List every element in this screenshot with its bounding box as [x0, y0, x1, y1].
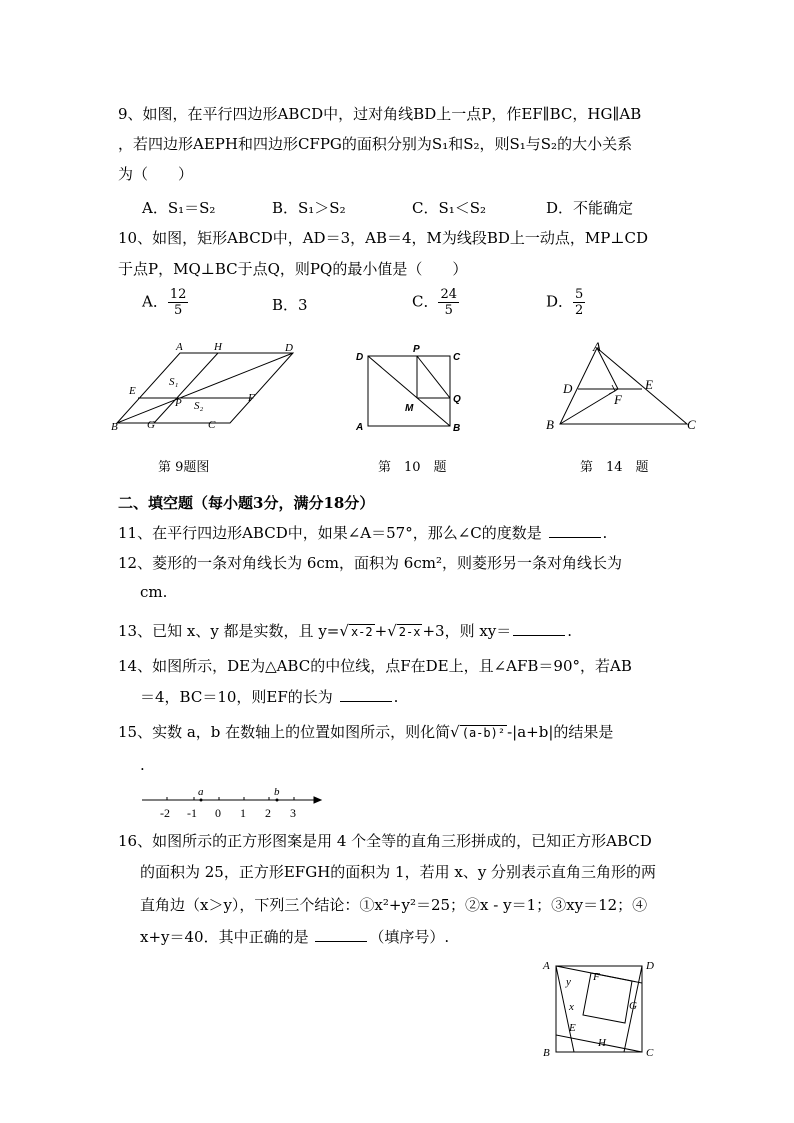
fig10-label-D: D [356, 352, 364, 363]
q10-option-a: A． $\frac{12}{5}$ [142, 287, 187, 318]
fig10-label-C: C [453, 352, 461, 363]
q12-line1: 12、菱形的一条对角线长为 6cm，面积为 6cm²，则菱形另一条对角线长为 [118, 554, 622, 572]
fig16-label-H: H [598, 1037, 606, 1049]
number-line [138, 782, 328, 822]
q12-line2: cm. [140, 583, 168, 601]
q16-line4: x+y＝40．其中正确的是 （填序号）. [140, 928, 450, 946]
q11: 11、在平行四边形ABCD中，如果∠A＝57°，那么∠C的度数是 . [118, 524, 608, 542]
fig9-label-G: G [147, 419, 155, 431]
q9-line2: ，若四边形AEPH和四边形CFPG的面积分别为S₁和S₂，则S₁与S₂的大小关系 [118, 135, 633, 153]
q13: 13、已知 x、y 都是实数，且 y=√ x-2 +√ 2-x +3，则 xy＝ . [118, 622, 573, 640]
fig16-label-y: y [566, 976, 571, 988]
numberline-tick-1: -1 [187, 806, 197, 820]
fig14-label-F: F [614, 392, 622, 407]
numberline-tick-5: 3 [290, 806, 296, 820]
figure-14 [540, 338, 700, 436]
fig9-label-A: A [176, 341, 183, 353]
fig9-label-S1: S₁ [169, 376, 179, 388]
fig10-label-P: P [413, 344, 420, 355]
q9-option-a: A．S₁＝S₂ [142, 199, 216, 217]
fig16-label-E: E [569, 1022, 576, 1034]
q11-answer-blank[interactable] [549, 537, 601, 538]
q16-line3: 直角边（x＞y），下列三个结论：①x²+y²＝25；②x - y＝1；③xy＝12；④ [140, 896, 648, 914]
fig16-label-A: A [543, 960, 550, 972]
q16-line2: 的面积为 25，正方形EFGH的面积为 1，若用 x、y 分别表示直角三角形的两 [140, 863, 657, 881]
q14-line1: 14、如图所示，DE为△ABC的中位线，点F在DE上，且∠AFB＝90°，若AB [118, 657, 632, 675]
q9-line3: 为（ ） [118, 165, 194, 183]
fig9-label-F: F [248, 392, 255, 404]
fig16-label-G: G [629, 1000, 637, 1012]
numberline-tick-0: -2 [160, 806, 170, 820]
q10-line2: 于点P，MQ⊥BC于点Q，则PQ的最小值是（ ） [118, 260, 468, 278]
fig10-label-A: A [356, 422, 364, 433]
caption-figure-9: 第 9题图 [158, 460, 210, 475]
fig10-label-Q: Q [453, 394, 461, 405]
q10-option-c: C． $\frac{24}{5}$ [412, 287, 458, 318]
fig16-label-D: D [646, 960, 654, 972]
fig10-label-M: M [405, 403, 414, 414]
fig9-label-P: P [175, 397, 182, 409]
numberline-label-a: a [198, 786, 204, 798]
fig14-label-A: A [593, 339, 601, 354]
fig9-label-B: B [111, 421, 118, 433]
q10-option-d: D． $\frac{5}{2}$ [546, 287, 584, 318]
q14-answer-blank[interactable] [340, 701, 392, 702]
q14-line2: ＝4，BC＝10，则EF的长为 . [140, 688, 399, 706]
q9-option-b: B．S₁＞S₂ [272, 199, 346, 217]
fig9-label-C: C [208, 419, 216, 431]
numberline-tick-2: 0 [215, 806, 221, 820]
caption-figure-14: 第 14 题 [580, 460, 649, 475]
fig14-label-E: E [645, 377, 653, 392]
numberline-label-b: b [274, 786, 280, 798]
q15-line1: 15、实数 a，b 在数轴上的位置如图所示，则化简√ (a-b)² -|a+b|的结果是 [118, 723, 614, 741]
q10-option-b: B．3 [272, 296, 308, 314]
fig16-label-x: x [569, 1001, 574, 1013]
section-2-heading: 二、填空题（每小题3分，满分18分） [118, 494, 375, 512]
q15-line2: . [140, 756, 145, 774]
numberline-tick-3: 1 [240, 806, 246, 820]
fig14-label-C: C [687, 417, 696, 432]
fig16-label-B: B [543, 1047, 550, 1059]
numberline-tick-4: 2 [265, 806, 271, 820]
q9-line1: 9、如图，在平行四边形ABCD中，过对角线BD上一点P，作EF∥BC，HG∥AB [118, 105, 642, 123]
fig9-label-S2: S₂ [194, 400, 204, 412]
q13-answer-blank[interactable] [513, 635, 565, 636]
fig14-label-D: D [563, 381, 573, 396]
fig16-label-F: F [593, 971, 600, 983]
q16-answer-blank[interactable] [315, 941, 367, 942]
q9-option-c: C．S₁＜S₂ [412, 199, 487, 217]
fig16-label-C: C [646, 1047, 654, 1059]
figure-10 [350, 340, 475, 435]
fig9-label-E: E [129, 385, 136, 397]
figure-9 [105, 340, 305, 435]
fig10-label-B: B [453, 423, 461, 434]
fig9-label-D: D [285, 342, 293, 354]
q9-option-d: D．不能确定 [546, 199, 634, 217]
fig14-label-B: B [546, 417, 554, 432]
fig9-label-H: H [214, 341, 222, 353]
q10-line1: 10、如图，矩形ABCD中，AD＝3，AB＝4，M为线段BD上一动点，MP⊥CD [118, 229, 648, 247]
figure-16 [538, 955, 668, 1063]
q16-line1: 16、如图所示的正方形图案是用 4 个全等的直角三形拼成的，已知正方形ABCD [118, 832, 652, 850]
caption-figure-10: 第 10 题 [378, 460, 447, 475]
